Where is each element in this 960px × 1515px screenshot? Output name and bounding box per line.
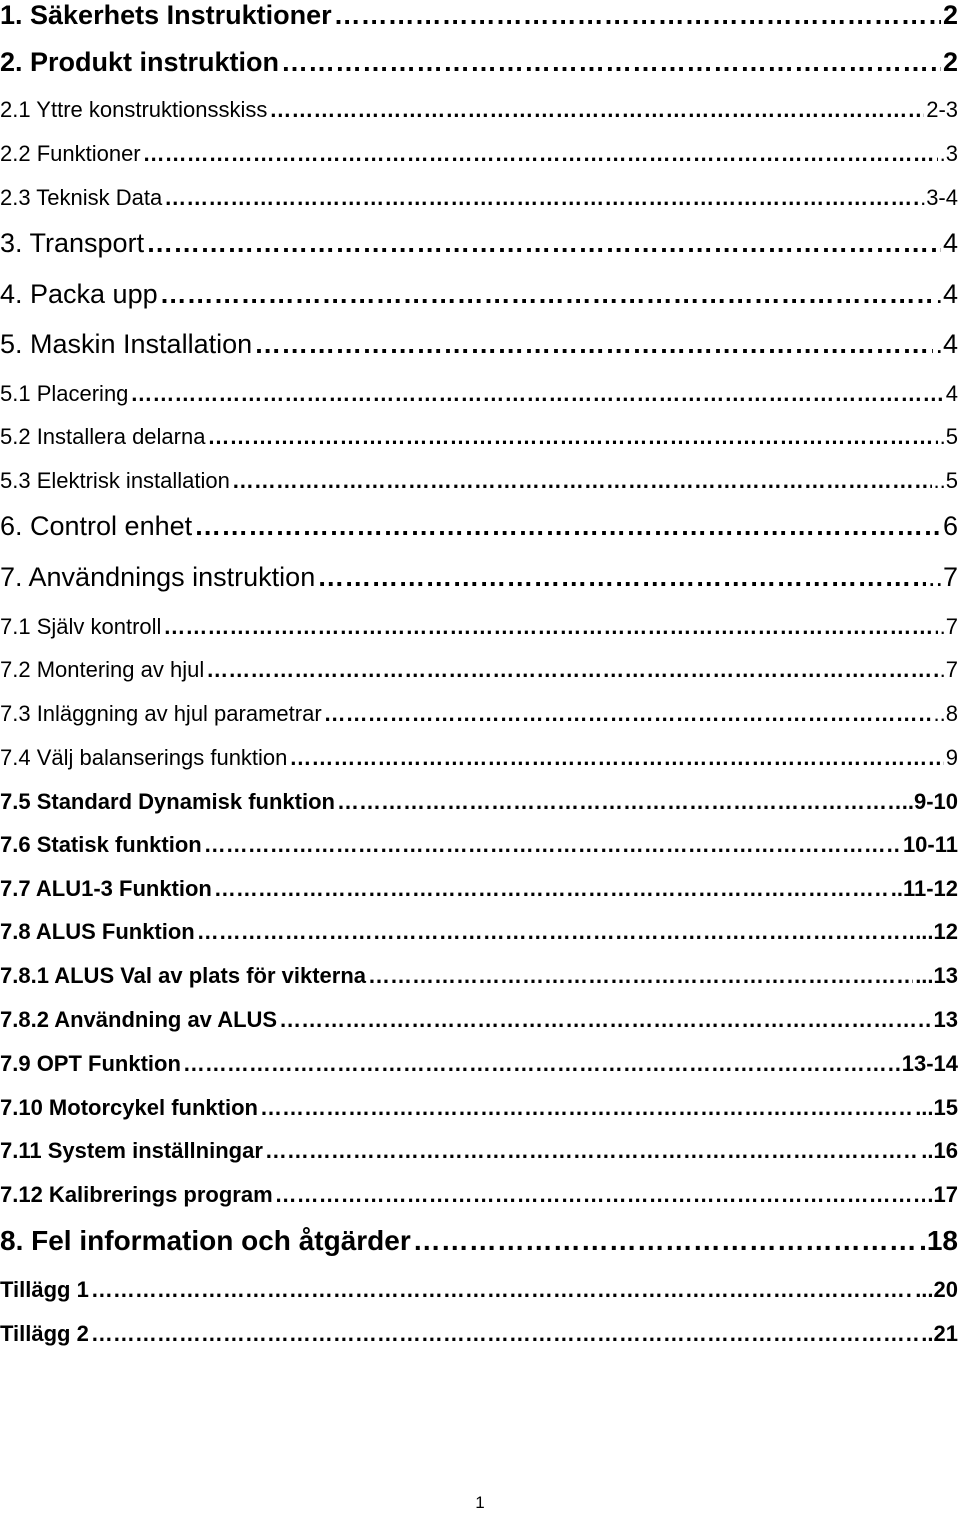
toc-entry[interactable] <box>0 1277 958 1303</box>
toc-entry-page: 4 <box>945 381 958 406</box>
toc-entry[interactable] <box>0 789 958 815</box>
toc-entry-title: 7. Användnings instruktion <box>0 562 316 592</box>
toc-entry[interactable] <box>0 0 958 31</box>
toc-entry-page: ...15 <box>915 1095 958 1120</box>
toc-entry[interactable] <box>0 228 958 259</box>
toc-entry-title: 7.5 Standard Dynamisk funktion <box>0 789 335 814</box>
toc-entry-title: 7.6 Statisk funktion <box>0 832 202 857</box>
toc-entry-page: 2-3 <box>926 97 958 122</box>
toc-entry[interactable] <box>0 279 958 310</box>
toc-entry-title: 7.8 ALUS Funktion <box>0 919 195 944</box>
toc-leader <box>232 468 932 494</box>
page-number: 1 <box>475 1493 485 1512</box>
toc-entry[interactable] <box>0 1007 958 1033</box>
toc-entry-page: 4 <box>942 228 958 258</box>
toc-leader <box>289 745 943 771</box>
toc-entry[interactable] <box>0 1182 958 1208</box>
toc-entry-page: ...12 <box>915 919 958 944</box>
toc-entry-title: 7.2 Montering av hjul <box>0 657 205 682</box>
toc-entry-page: ..7 <box>927 562 958 592</box>
toc-leader <box>275 1182 926 1208</box>
toc-entry[interactable] <box>0 424 958 450</box>
toc-entry[interactable] <box>0 745 958 771</box>
toc-entry-page: .4 <box>935 329 958 359</box>
toc-entry[interactable] <box>0 657 958 683</box>
toc-leader <box>254 329 933 360</box>
toc-entry[interactable] <box>0 832 958 858</box>
toc-entry[interactable] <box>0 141 958 167</box>
toc-leader <box>334 0 941 31</box>
toc-entry-title: Tillägg 1 <box>0 1277 89 1302</box>
toc-leader <box>206 657 937 683</box>
toc-leader <box>197 919 913 945</box>
toc-leader <box>143 141 938 167</box>
toc-entry[interactable] <box>0 1225 958 1257</box>
toc-leader <box>260 1095 913 1121</box>
toc-leader <box>91 1277 913 1303</box>
toc-leader <box>324 701 932 727</box>
toc-leader <box>368 963 913 989</box>
toc-entry-title: 5.1 Placering <box>0 381 129 406</box>
toc-entry-title: 7.4 Välj balanserings funktion <box>0 745 288 770</box>
toc-entry[interactable] <box>0 381 958 407</box>
toc-entry-page: .7 <box>939 657 958 682</box>
toc-entry[interactable] <box>0 963 958 989</box>
toc-leader <box>269 97 924 123</box>
toc-entry-title: 7.12 Kalibrerings program <box>0 1182 273 1207</box>
toc-entry[interactable] <box>0 562 958 593</box>
toc-entry[interactable] <box>0 876 958 902</box>
toc-leader <box>265 1138 919 1164</box>
toc-entry-title: 7.8.2 Användning av ALUS <box>0 1007 278 1032</box>
toc-leader <box>160 279 934 310</box>
toc-entry-title: 7.11 System inställningar <box>0 1138 263 1163</box>
toc-entry[interactable] <box>0 185 958 211</box>
toc-entry-page: .5 <box>939 424 958 449</box>
toc-entry-title: 5.2 Installera delarna <box>0 424 206 449</box>
toc-leader <box>130 381 943 407</box>
toc-entry-page: ...13 <box>915 963 958 988</box>
toc-entry-title: 2. Produkt instruktion <box>0 47 280 77</box>
toc-entry-page: ..11-12 <box>890 876 958 901</box>
toc-entry-page: ..21 <box>921 1321 958 1346</box>
toc-leader <box>91 1321 919 1347</box>
toc-entry-page: 13-14 <box>901 1051 958 1076</box>
toc-entry-title: 4. Packa upp <box>0 279 158 309</box>
toc-entry-page: 9 <box>945 745 958 770</box>
toc-entry-page: 10-11 <box>902 832 958 857</box>
toc-entry-page: ...20 <box>915 1277 958 1302</box>
toc-leader <box>281 47 941 78</box>
toc-leader <box>204 832 901 858</box>
toc-leader <box>183 1051 900 1077</box>
toc-entry-page: .3-4 <box>920 185 958 210</box>
toc-entry-page: ..9-10 <box>901 789 958 814</box>
toc-entry[interactable] <box>0 468 958 494</box>
toc-entry-page: 2 <box>942 0 958 30</box>
toc-entry-page: 13 <box>933 1007 958 1032</box>
toc-entry-title: 2.3 Teknisk Data <box>0 185 163 210</box>
toc-entry[interactable] <box>0 919 958 945</box>
toc-entry[interactable] <box>0 701 958 727</box>
toc-entry-title: 8. Fel information och åtgärder <box>0 1225 411 1256</box>
toc-entry[interactable] <box>0 1138 958 1164</box>
toc-entry-page: ..5 <box>933 468 958 493</box>
toc-leader <box>207 424 937 450</box>
toc-entry[interactable] <box>0 614 958 640</box>
toc-entry-page: .17 <box>927 1182 958 1207</box>
toc-leader <box>279 1007 931 1033</box>
toc-entry-page: 2 <box>942 47 958 77</box>
toc-leader <box>413 1225 917 1257</box>
toc-leader <box>214 876 889 902</box>
toc-leader <box>163 614 937 640</box>
toc-entry-title: 7.7 ALU1-3 Funktion <box>0 876 212 901</box>
toc-entry[interactable] <box>0 1321 958 1347</box>
toc-entry[interactable] <box>0 1051 958 1077</box>
toc-entry-title: 7.3 Inläggning av hjul parametrar <box>0 701 322 726</box>
toc-leader <box>317 562 926 593</box>
toc-leader <box>146 228 941 259</box>
toc-entry-title: 2.2 Funktioner <box>0 141 141 166</box>
toc-entry[interactable] <box>0 97 958 123</box>
toc-leader <box>194 511 941 542</box>
toc-entry-title: 7.10 Motorcykel funktion <box>0 1095 258 1120</box>
toc-leader <box>164 185 918 211</box>
toc-entry[interactable] <box>0 47 958 78</box>
toc-entry-title: 3. Transport <box>0 228 145 258</box>
toc-entry-page: .4 <box>935 279 958 309</box>
toc-entry-page: 6 <box>942 511 958 541</box>
toc-entry-page: .7 <box>939 614 958 639</box>
toc-entry-page: ..16 <box>921 1138 958 1163</box>
toc-entry[interactable] <box>0 1095 958 1121</box>
toc-entry[interactable] <box>0 329 958 360</box>
toc-entry-title: 7.1 Själv kontroll <box>0 614 162 639</box>
toc-entry-title: Tillägg 2 <box>0 1321 89 1346</box>
toc-entry-title: 7.8.1 ALUS Val av plats för vikterna <box>0 963 367 988</box>
toc-entry-page: .18 <box>919 1225 958 1256</box>
toc-leader <box>337 789 900 815</box>
toc-entry-page: .3 <box>939 141 958 166</box>
toc-entry-title: 5. Maskin Installation <box>0 329 253 359</box>
toc-entry-title: 5.3 Elektrisk installation <box>0 468 230 493</box>
toc-entry-title: 2.1 Yttre konstruktionsskiss <box>0 97 268 122</box>
toc-entry[interactable] <box>0 511 958 542</box>
toc-entry-title: 1. Säkerhets Instruktioner <box>0 0 332 30</box>
toc-entry-title: 7.9 OPT Funktion <box>0 1051 181 1076</box>
toc-entry-page: ..8 <box>933 701 958 726</box>
toc-entry-title: 6. Control enhet <box>0 511 193 541</box>
